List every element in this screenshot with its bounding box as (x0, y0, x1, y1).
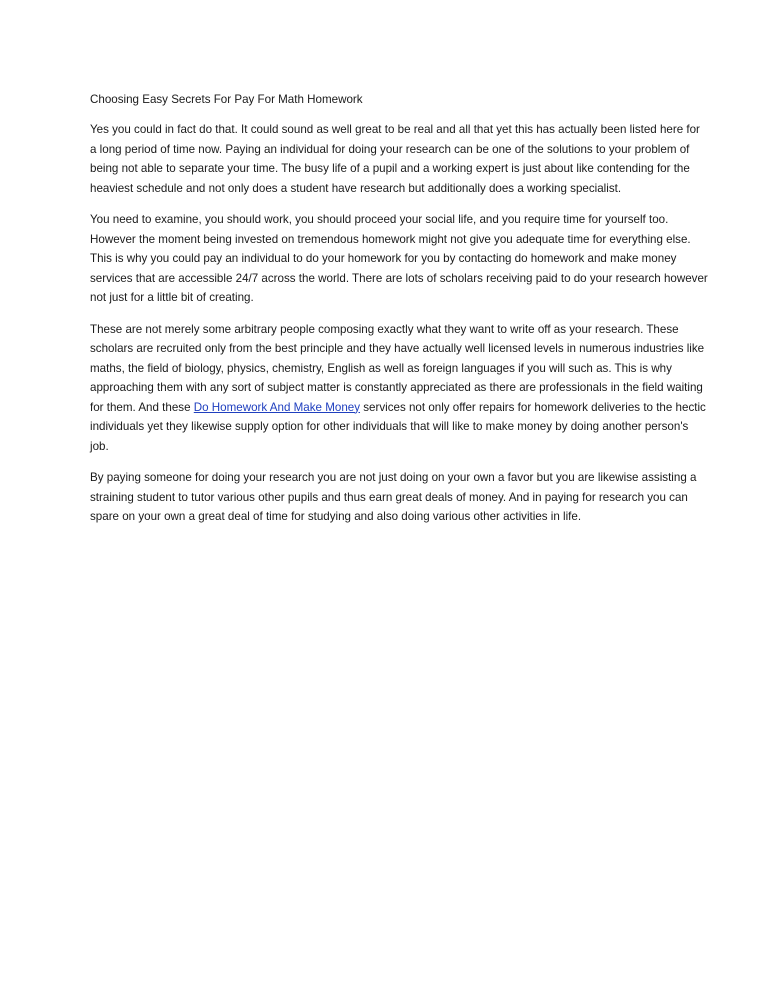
do-homework-link[interactable]: Do Homework And Make Money (193, 400, 361, 414)
paragraph-3 (90, 320, 708, 457)
paragraph-3-text-after-link: services not only offer repairs for homework deliveries to the hectic individuals yet they likewise supply option for other individuals that will like to make money by doing another person's job. (90, 400, 706, 453)
paragraph-3-text-before-link: These are not merely some arbitrary people composing exactly what they want to write off as your research. These scholars are recruited only from the best principle and they have actually well licensed levels in numerous industries like maths, the field of biology, physics, chemistry, English as well as foreign languages if you will such as. This is why approaching them with any sort of subject matter is constantly appreciated as there are professionals in the field waiting for them. And these (90, 322, 705, 414)
document-title: Choosing Easy Secrets For Pay For Math Homework (90, 93, 363, 106)
paragraph-2: You need to examine, you should work, you should proceed your social life, and you require time for yourself too. However the moment being invested on tremendous homework might not give you adequate time for everything else. This is why you could pay an individual to do your homework for you by contacting do homework and make money services that are accessible 24/7 across the world. There are lots of scholars receiving paid to do your research however not just for a little bit of creating. (90, 213, 708, 304)
paragraph-1: Yes you could in fact do that. It could sound as well great to be real and all that yet this has actually been listed here for a long period of time now. Paying an individual for doing your research can be one of the solutions to your problem of being not able to separate your time. The busy life of a pupil and a working expert is just about like contending for the heaviest schedule and not only does a student have research but additionally does a working specialist. (90, 123, 700, 195)
paragraph-4: By paying someone for doing your research you are not just doing on your own a favor but you are likewise assisting a straining student to tutor various other pupils and thus earn great deals of money. And in paying for research you can spare on your own a great deal of time for studying and also doing various other activities in life. (90, 471, 697, 523)
